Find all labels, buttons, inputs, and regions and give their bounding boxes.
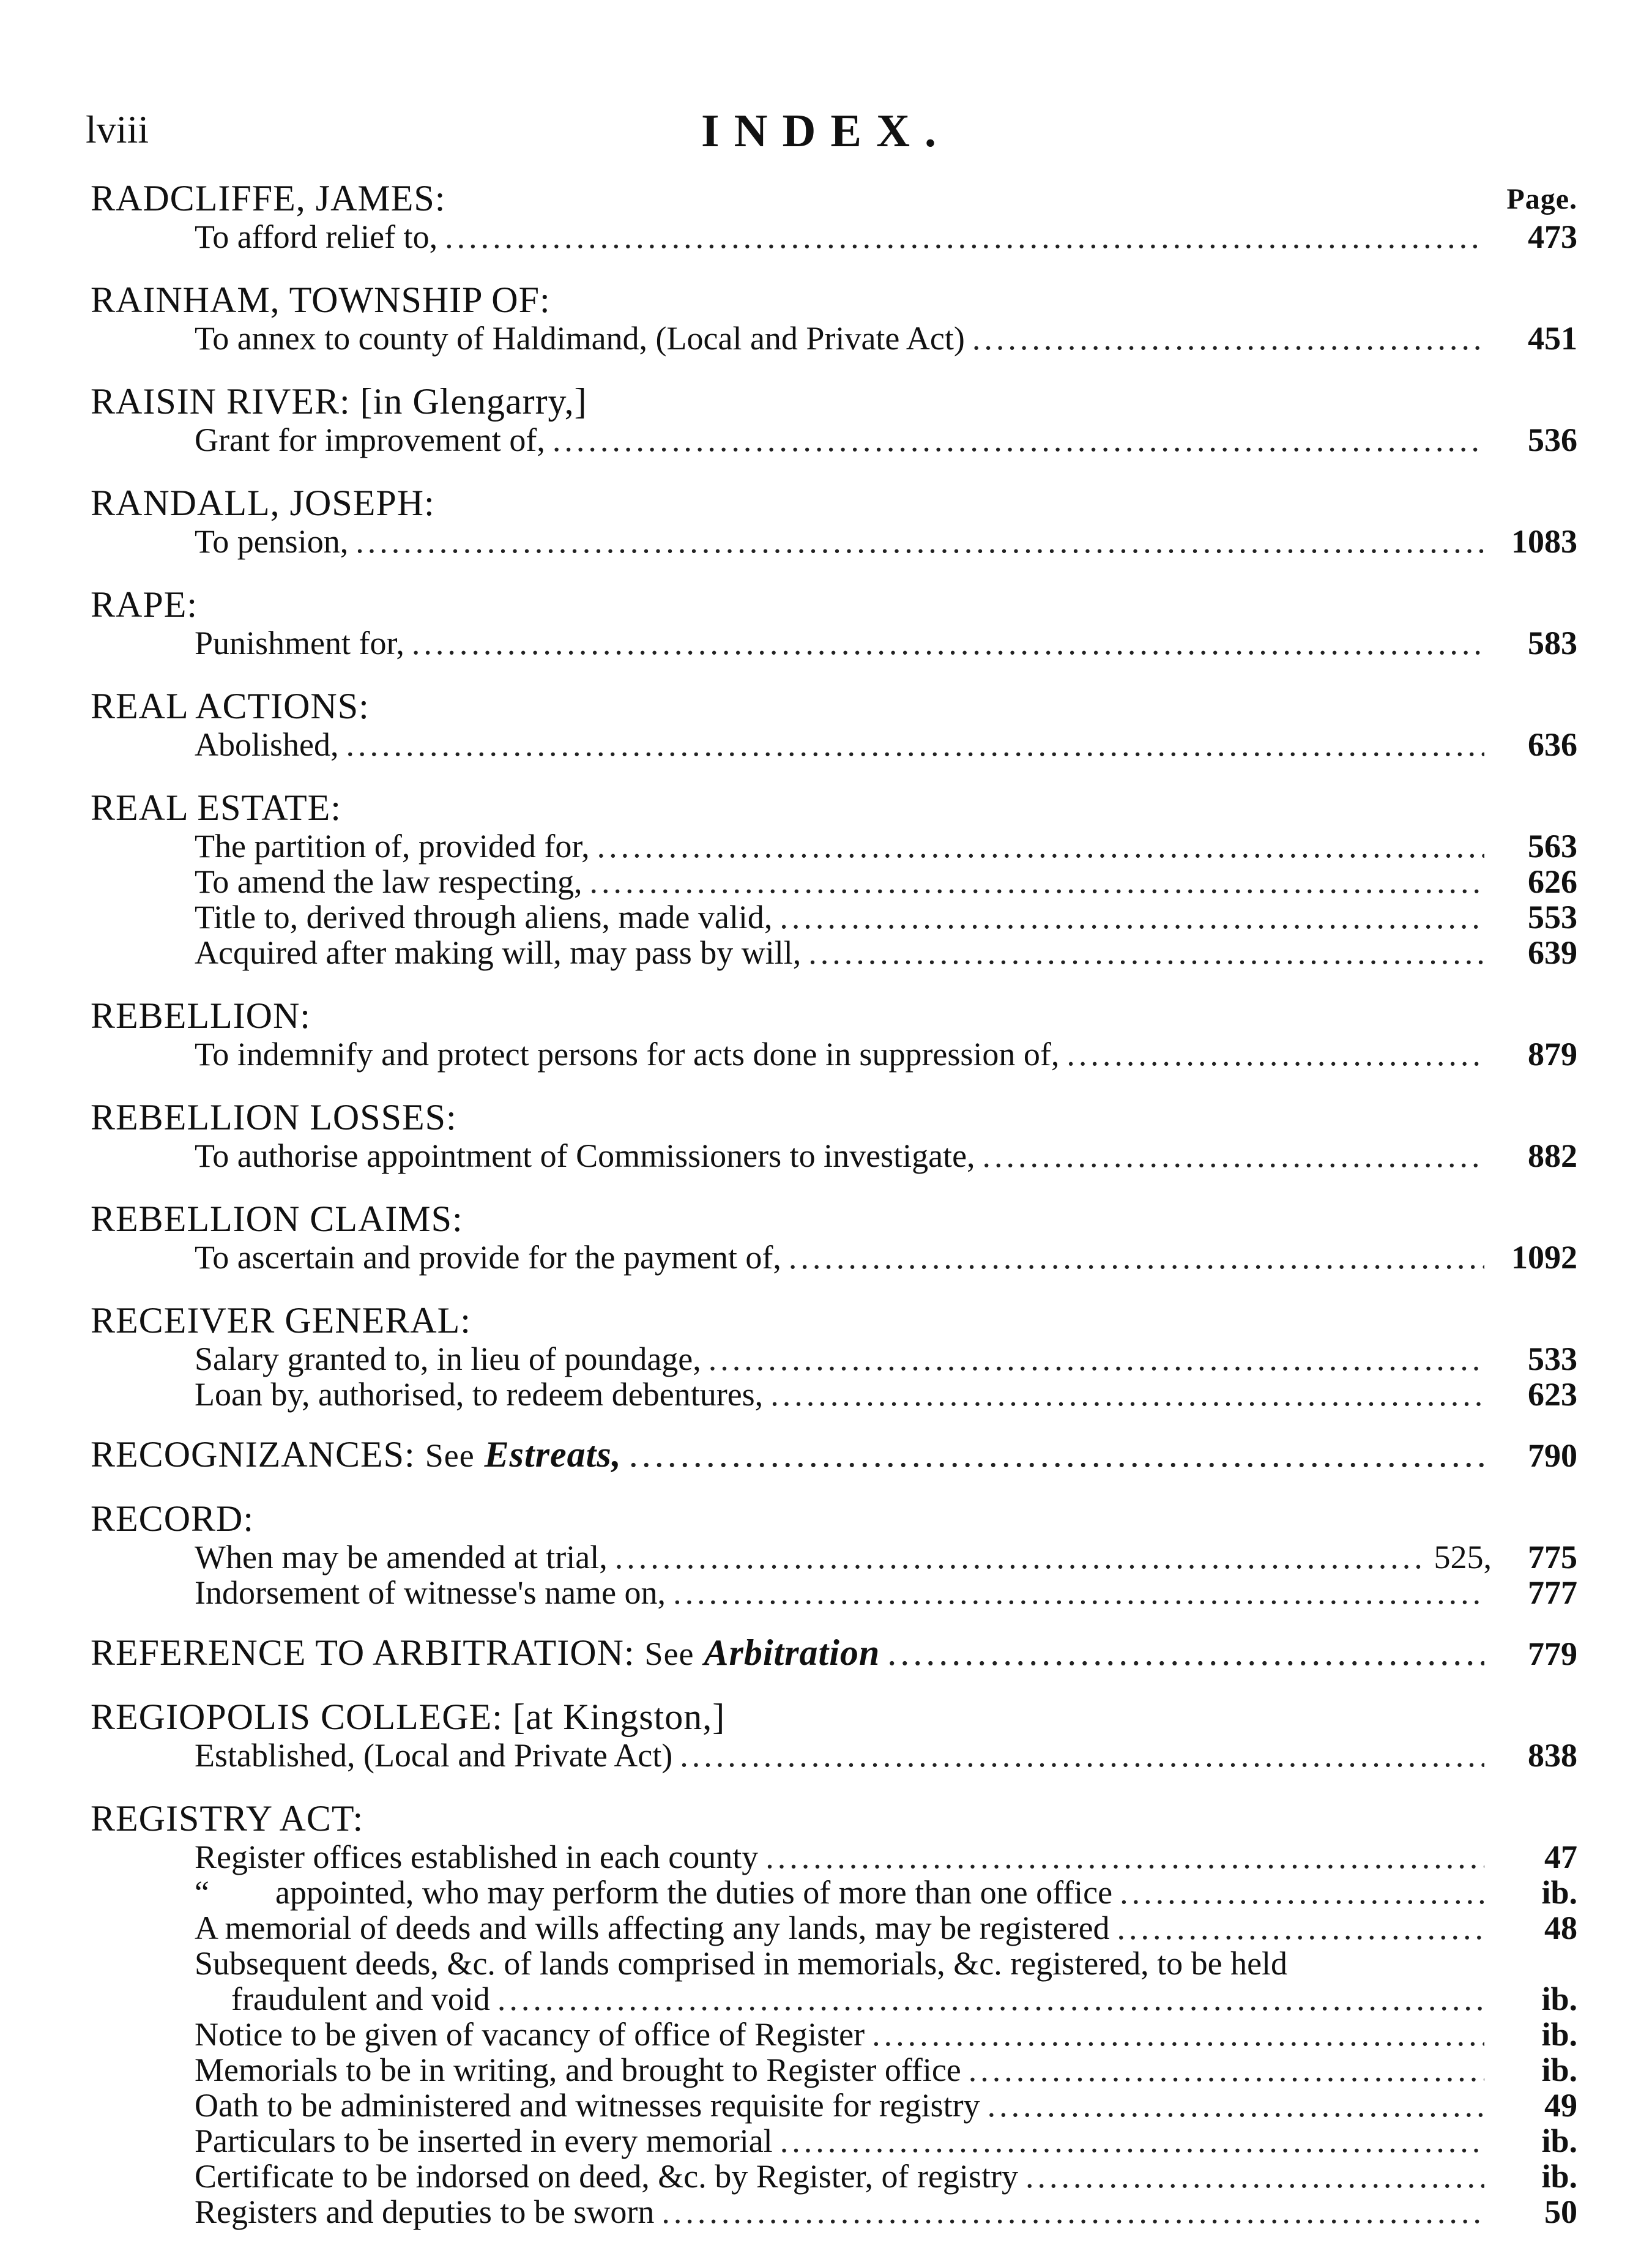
entry-page: 553: [1528, 899, 1577, 936]
index-section: [91, 482, 1583, 559]
index-entry: [91, 1434, 1583, 1475]
dot-leader: [988, 2088, 1484, 2123]
dot-leader: [789, 1240, 1484, 1275]
entry-text: Registers and deputies to be sworn: [195, 2193, 655, 2230]
entry-page: 838: [1528, 1737, 1577, 1774]
entry-page: 48: [1544, 1910, 1577, 1946]
index-entry: [91, 828, 1583, 864]
entry-text: To annex to county of Haldimand, (Local and Private Act): [195, 320, 965, 357]
index-entry: [91, 1632, 1583, 1673]
page-header: [86, 107, 1566, 162]
entry-page: ib.: [1541, 1981, 1577, 2017]
index-entry: [91, 2017, 1583, 2052]
dot-leader: [412, 625, 1484, 661]
section-heading: RANDALL, JOSEPH:: [91, 483, 435, 523]
entry-text: To amend the law respecting,: [195, 863, 582, 900]
entry-text: Indorsement of witnesse's name on,: [195, 1574, 666, 1611]
entry-page: 639: [1528, 934, 1577, 971]
section-heading: REBELLION:: [91, 995, 311, 1036]
index-entry: [91, 1036, 1583, 1072]
section-heading: REFERENCE TO ARBITRATION:: [91, 1632, 635, 1673]
dot-leader: [709, 1341, 1484, 1377]
dot-leader: [553, 422, 1484, 458]
dot-leader: [765, 1839, 1484, 1875]
dot-leader: [355, 524, 1484, 559]
entry-page: ib.: [1541, 2016, 1577, 2053]
page-title: INDEX.: [701, 105, 951, 157]
dot-leader: [661, 2194, 1484, 2230]
dot-leader: [615, 1539, 1427, 1575]
index-section: [91, 1434, 1583, 1475]
entry-text: Loan by, authorised, to redeem debentures,: [195, 1376, 764, 1413]
dot-leader: [808, 935, 1484, 970]
section-heading: RECEIVER GENERAL:: [91, 1300, 471, 1341]
index-section: [91, 1498, 1583, 1610]
entry-text: To pension,: [195, 523, 349, 560]
entry-page: 790: [1528, 1437, 1577, 1474]
page-number: lviii: [86, 108, 149, 151]
cross-reference: Estreats,: [484, 1434, 622, 1475]
dot-leader: [1025, 2159, 1484, 2194]
entry-text: Certificate to be indorsed on deed, &c. by Register, of registry: [195, 2158, 1018, 2195]
entry-text: The partition of, provided for,: [195, 828, 590, 865]
entry-page: 536: [1528, 422, 1577, 458]
entry-text: Subsequent deeds, &c. of lands comprised in memorials, &c. registered, to be held: [195, 1945, 1288, 1982]
index-section: [91, 381, 1583, 458]
dot-leader: [590, 864, 1485, 899]
index-entry: [91, 1839, 1583, 1875]
entry-page: 533: [1528, 1341, 1577, 1377]
entry-text: To ascertain and provide for the payment of,: [195, 1239, 781, 1276]
entry-page: 779: [1528, 1635, 1577, 1672]
index-section: [91, 1798, 1583, 2230]
section-heading: REGISTRY ACT:: [91, 1798, 364, 1839]
index-entry: [91, 2052, 1583, 2088]
entry-text: To afford relief to,: [195, 218, 438, 255]
dot-leader: [780, 2123, 1484, 2159]
section-heading: RECORD:: [91, 1498, 255, 1539]
entry-page: 775: [1528, 1539, 1577, 1576]
cross-reference: Arbitration: [704, 1632, 880, 1673]
entry-text: [91, 1632, 880, 1673]
entry-text: A memorial of deeds and wills affecting any lands, may be registered: [195, 1910, 1110, 1946]
index-section: [91, 1096, 1583, 1174]
section-heading: RAPE:: [91, 584, 198, 625]
dot-leader: [872, 2017, 1484, 2052]
index-entry: [91, 1240, 1583, 1275]
dot-leader: [969, 2052, 1484, 2088]
index-section: [91, 584, 1583, 661]
dot-leader: [629, 1437, 1484, 1472]
index-entry: [91, 422, 1583, 458]
entry-page: 451: [1528, 320, 1577, 357]
entry-text: Notice to be given of vacancy of office of Register: [195, 2016, 865, 2053]
section-heading: REAL ESTATE:: [91, 787, 341, 828]
entry-text: Punishment for,: [195, 625, 404, 661]
index-entry: [91, 1138, 1583, 1174]
entry-page: 50: [1544, 2193, 1577, 2230]
dot-leader: [346, 727, 1485, 762]
index-section: [91, 685, 1583, 762]
dot-leader: [597, 828, 1484, 864]
index-section: [91, 787, 1583, 970]
entry-text: Memorials to be in writing, and brought to Register office: [195, 2052, 961, 2088]
see-label: See: [425, 1437, 475, 1474]
index-entry: [91, 899, 1583, 935]
dot-leader: [673, 1575, 1484, 1610]
entry-text: Grant for improvement of,: [195, 422, 545, 458]
index-entry: [91, 864, 1583, 899]
index-entry: [91, 2123, 1583, 2159]
index-section: [91, 279, 1583, 356]
dot-leader: [983, 1138, 1484, 1174]
entry-page: 583: [1528, 625, 1577, 661]
index-entry: [91, 935, 1583, 970]
entry-page: 49: [1544, 2087, 1577, 2124]
dot-leader: [497, 1981, 1484, 2017]
section-heading: REGIOPOLIS COLLEGE: [at Kingston,]: [91, 1697, 726, 1737]
entry-text: Abolished,: [195, 726, 339, 763]
entry-text: fraudulent and void: [231, 1981, 490, 2017]
index-entry: [91, 1539, 1583, 1575]
entry-page: 1083: [1511, 523, 1577, 560]
entry-text: [91, 1434, 622, 1475]
entry-text: “ appointed, who may perform the duties of more than one office: [195, 1874, 1113, 1911]
entry-text: Salary granted to, in lieu of poundage,: [195, 1341, 701, 1377]
dot-leader: [972, 321, 1484, 356]
section-heading: REBELLION LOSSES:: [91, 1097, 457, 1137]
entry-page: 623: [1528, 1376, 1577, 1413]
entry-page: ib.: [1541, 2158, 1577, 2195]
index-entry: [91, 2159, 1583, 2194]
entry-page: 563: [1528, 828, 1577, 865]
index-entry: [91, 321, 1583, 356]
index-entry: [91, 727, 1583, 762]
index-entry: [91, 2088, 1583, 2123]
index-entry: [91, 1377, 1583, 1412]
section-heading: RAINHAM, TOWNSHIP OF:: [91, 280, 551, 320]
index-section: [91, 1632, 1583, 1673]
entry-page: 636: [1528, 726, 1577, 763]
index-entry: [91, 1738, 1583, 1773]
index-entry: [91, 1946, 1583, 1981]
entry-page: 879: [1528, 1036, 1577, 1073]
index-entry: [91, 524, 1583, 559]
entry-page-secondary: 525,: [1434, 1539, 1492, 1576]
index-section: [91, 995, 1583, 1072]
entry-text: When may be amended at trial,: [195, 1539, 608, 1576]
see-label: See: [644, 1635, 694, 1672]
entry-page: 1092: [1511, 1239, 1577, 1276]
entry-page: 47: [1544, 1839, 1577, 1875]
index-section: [91, 177, 1583, 255]
entry-page: 777: [1528, 1574, 1577, 1611]
entry-page: ib.: [1541, 2122, 1577, 2159]
index-entry: [91, 1341, 1583, 1377]
index-entry: [91, 2194, 1583, 2230]
entry-text: Register offices established in each county: [195, 1839, 759, 1875]
dot-leader: [779, 899, 1484, 935]
entry-page: ib.: [1541, 1874, 1577, 1911]
entry-text: Particulars to be inserted in every memorial: [195, 2122, 773, 2159]
section-heading: REBELLION CLAIMS:: [91, 1199, 463, 1239]
dot-leader: [1117, 1910, 1484, 1946]
index-entry: [91, 219, 1583, 255]
index-entry: [91, 1875, 1583, 1910]
dot-leader: [887, 1635, 1484, 1670]
section-heading: RADCLIFFE, JAMES:: [91, 178, 446, 218]
dot-leader: [1120, 1875, 1484, 1910]
index-entry: [91, 1981, 1583, 2017]
section-heading: REAL ACTIONS:: [91, 686, 370, 726]
index-section: [91, 1696, 1583, 1773]
entry-page: ib.: [1541, 2052, 1577, 2088]
entry-page: 882: [1528, 1137, 1577, 1174]
page-column-header: Page.: [1506, 183, 1577, 215]
dot-leader: [770, 1377, 1484, 1412]
index-body: [91, 177, 1583, 2254]
dot-leader: [680, 1738, 1484, 1773]
index-entry: [91, 625, 1583, 661]
entry-text: Oath to be administered and witnesses requisite for registry: [195, 2087, 980, 2124]
entry-page: 626: [1528, 863, 1577, 900]
section-heading: RAISIN RIVER: [in Glengarry,]: [91, 381, 587, 422]
entry-text: To indemnify and protect persons for acts done in suppression of,: [195, 1036, 1060, 1073]
index-section: [91, 1300, 1583, 1412]
dot-leader: [445, 219, 1484, 255]
entry-text: Established, (Local and Private Act): [195, 1737, 673, 1774]
entry-text: Acquired after making will, may pass by will,: [195, 934, 802, 971]
entry-page: 473: [1528, 218, 1577, 255]
entry-text: To authorise appointment of Commissioners to investigate,: [195, 1137, 975, 1174]
index-section: [91, 1198, 1583, 1275]
index-entry: [91, 1575, 1583, 1610]
dot-leader: [1066, 1036, 1484, 1072]
entry-text: Title to, derived through aliens, made valid,: [195, 899, 773, 936]
index-entry: [91, 1910, 1583, 1946]
section-heading: RECOGNIZANCES:: [91, 1434, 415, 1475]
